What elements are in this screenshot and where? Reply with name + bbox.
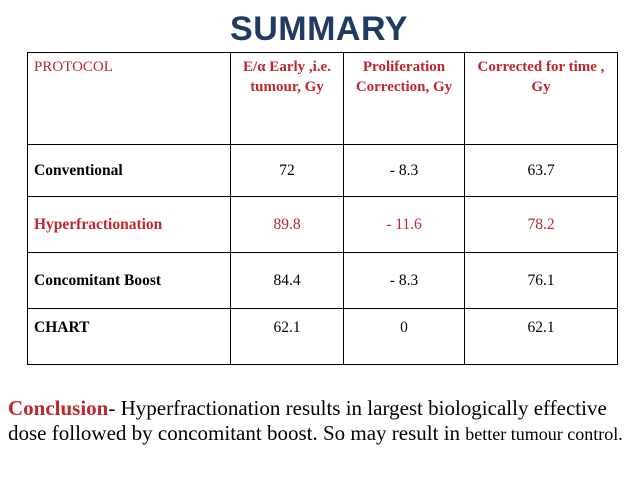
corrected-cell: 78.2 xyxy=(465,197,618,253)
corrected-cell: 76.1 xyxy=(465,253,618,309)
corrected-cell: 62.1 xyxy=(465,309,618,365)
summary-table xyxy=(27,52,618,365)
header-protocol: PROTOCOL xyxy=(28,53,231,145)
early-dose-cell: 84.4 xyxy=(231,253,344,309)
table-row xyxy=(28,309,618,365)
table-row xyxy=(28,145,618,197)
proliferation-cell: - 8.3 xyxy=(344,145,465,197)
conclusion-text-end: better tumour control. xyxy=(465,424,623,444)
conclusion-text: - Hyperfractionation results in largest biologically effective dose followed by concomitant boost. So may result in xyxy=(8,396,607,445)
conclusion-label: Conclusion xyxy=(8,396,109,420)
header-early-dose: E/α Early ,i.e. tumour, Gy xyxy=(231,53,344,145)
protocol-cell: Conventional xyxy=(28,145,231,197)
proliferation-cell: 0 xyxy=(344,309,465,365)
early-dose-cell: 72 xyxy=(231,145,344,197)
conclusion-paragraph xyxy=(8,396,634,447)
corrected-cell: 63.7 xyxy=(465,145,618,197)
proliferation-cell: - 8.3 xyxy=(344,253,465,309)
table-row xyxy=(28,197,618,253)
protocol-cell: Hyperfractionation xyxy=(28,197,231,253)
early-dose-cell: 89.8 xyxy=(231,197,344,253)
table-header-row xyxy=(28,53,618,145)
table-row xyxy=(28,253,618,309)
proliferation-cell: - 11.6 xyxy=(344,197,465,253)
page-title: SUMMARY xyxy=(230,10,408,48)
early-dose-cell: 62.1 xyxy=(231,309,344,365)
protocol-cell: CHART xyxy=(28,309,231,365)
protocol-cell: Concomitant Boost xyxy=(28,253,231,309)
header-proliferation: Proliferation Correction, Gy xyxy=(344,53,465,145)
header-corrected: Corrected for time , Gy xyxy=(465,53,618,145)
